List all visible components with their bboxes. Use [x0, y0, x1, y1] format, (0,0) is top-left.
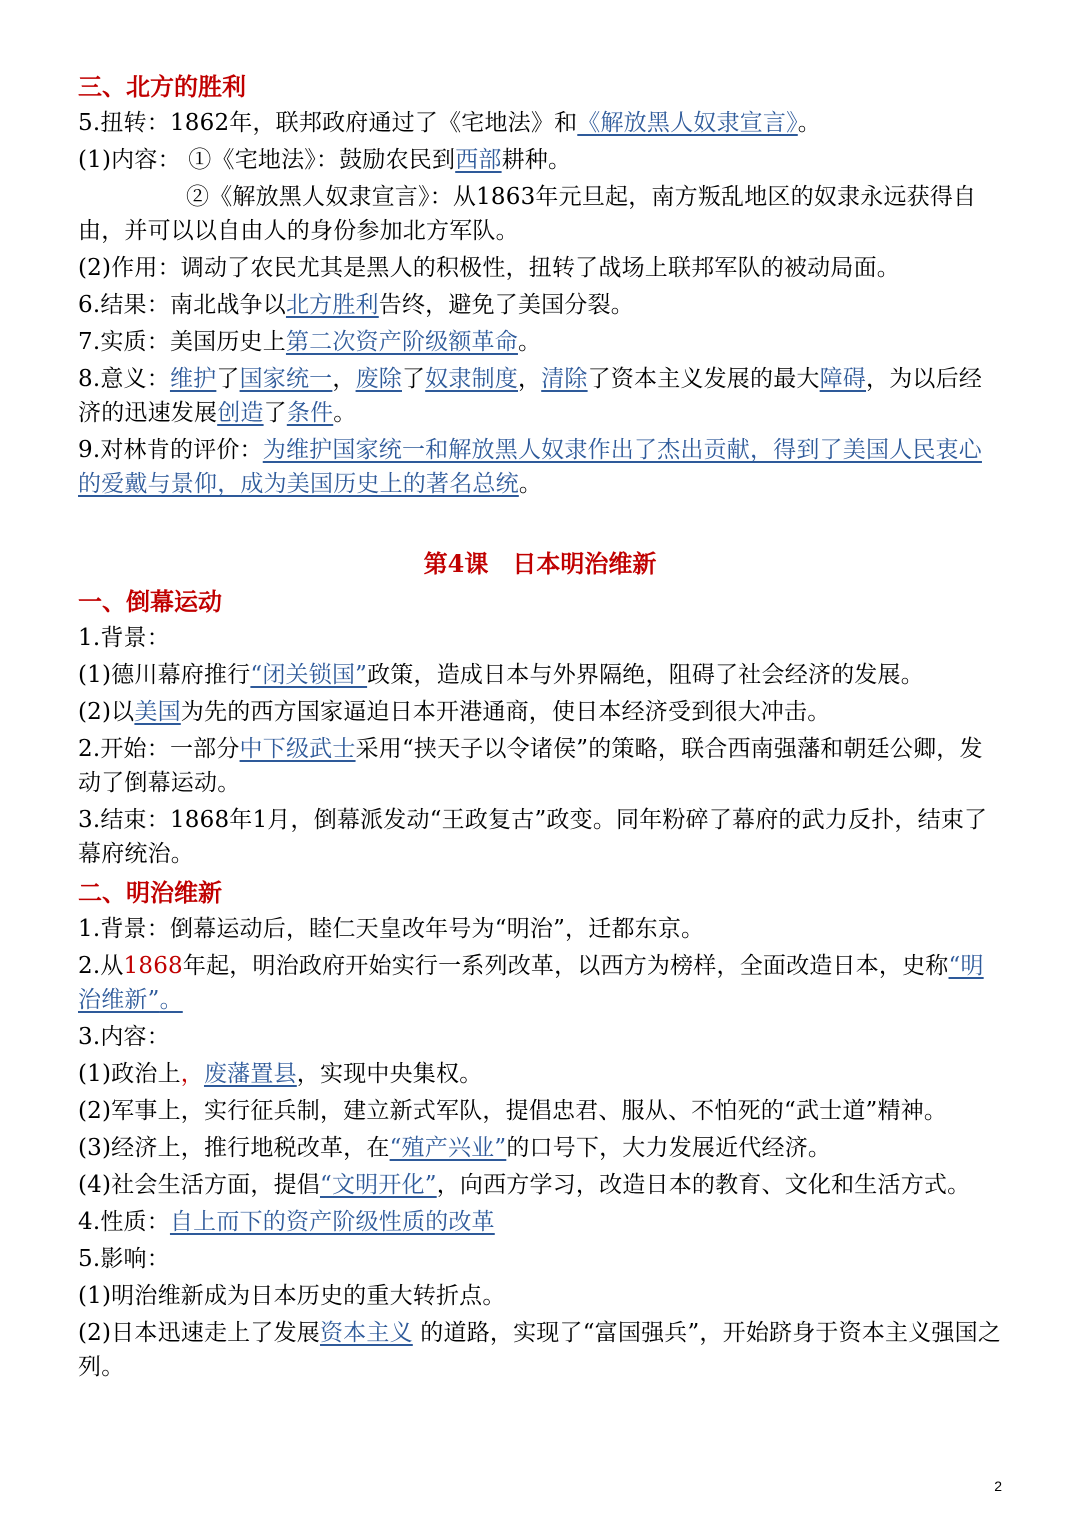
item-5-effect: (2)作用：调动了农民尤其是黑人的积极性，扭转了战场上联邦军队的被动局面。: [78, 255, 900, 281]
item-5-content-emancipation: ②《解放黑人奴隶宣言》：从1863年元旦起，南方叛乱地区的奴隶永远获得自由，并可以以自由人的身份参加北方军队。: [78, 184, 977, 244]
page-number: 2: [994, 1478, 1002, 1494]
answer-maintain: 维护: [169, 366, 217, 392]
answer-remove: 清除: [541, 366, 588, 392]
meiji-item-3-content: 3.内容：: [78, 1024, 170, 1050]
answer-abolish: 废除: [355, 366, 402, 392]
answer-second-revolution: 第二次资产阶级额革命: [285, 329, 518, 355]
item-7-essence: 7.实质：美国历史上第二次资产阶级额革命。: [78, 329, 542, 355]
year-1868: 1868: [123, 953, 183, 979]
item-2-start: 2.开始：一部分中下级武士采用“挟天子以令诸侯”的策略，联合西南强藩和朝廷公卿，发动了倒幕运动。: [78, 736, 983, 796]
answer-north-victory: 北方胜利: [285, 292, 379, 318]
meiji-item-3-military: (2)军事上，实行征兵制，建立新式军队，提倡忠君、服从、不怕死的“武士道”精神。: [78, 1098, 948, 1124]
item-5-turning-point: 5.扭转：1862年，联邦政府通过了《宅地法》和《解放黑人奴隶宣言》。: [78, 110, 821, 136]
section-heading-meiji-restoration: 二、明治维新: [78, 878, 222, 907]
meiji-item-1-background: 1.背景：倒幕运动后，睦仁天皇改年号为“明治”，迁都东京。: [78, 916, 705, 942]
meiji-item-3-politics: (1)政治上，废藩置县，实现中央集权。: [78, 1061, 483, 1087]
answer-create: 创造: [217, 400, 264, 426]
item-3-end: 3.结束：1868年1月，倒幕派发动“王政复古”政变。同年粉碎了幕府的武力反扑，结束了幕府统治。: [78, 807, 988, 867]
meiji-item-5-influence: 5.影响：: [78, 1246, 170, 1272]
item-6-result: 6.结果：南北战争以北方胜利告终，避免了美国分裂。: [78, 292, 634, 318]
meiji-item-5-capitalism: (2)日本迅速走上了发展资本主义 的道路，实现了“富国强兵”，开始跻身于资本主义强国之列。: [78, 1320, 1002, 1380]
meiji-item-4-nature: 4.性质：自上而下的资产阶级性质的改革: [78, 1209, 495, 1235]
answer-west: 西部: [455, 147, 502, 173]
answer-usa: 美国: [134, 699, 181, 725]
item-8-significance: 8.意义：维护了国家统一，废除了奴隶制度，清除了资本主义发展的最大障碍，为以后经济的迅速发展创造了条件。: [78, 366, 983, 426]
lesson-title: 第4课 日本明治维新: [423, 549, 657, 578]
answer-top-down-reform: 自上而下的资产阶级性质的改革: [169, 1209, 495, 1235]
answer-meiji-restoration: “明治维新”: [78, 953, 984, 1013]
section-heading-overthrow-shogunate: 一、倒幕运动: [78, 587, 222, 616]
item-1-background-2: (2)以美国为先的西方国家逼迫日本开港通商，使日本经济受到很大冲击。: [78, 699, 831, 725]
answer-national-unity: 国家统一: [239, 366, 333, 392]
answer-samurai: 中下级武士: [239, 736, 356, 762]
section-heading-northern-victory: 三、北方的胜利: [78, 72, 246, 101]
item-1-background-1: (1)德川幕府推行“闭关锁国”政策，造成日本与外界隔绝，阻碍了社会经济的发展。: [78, 662, 924, 688]
meiji-item-3-economy: (3)经济上，推行地税改革，在“殖产兴业”的口号下，大力发展近代经济。: [78, 1135, 832, 1161]
meiji-item-3-society: (4)社会生活方面，提倡“文明开化”，向西方学习，改造日本的教育、文化和生活方式。: [78, 1172, 971, 1198]
answer-emancipation-proclamation: 《解放黑人奴隶宣言》: [577, 110, 798, 136]
answer-abolish-domains: 废藩置县: [203, 1061, 297, 1087]
answer-lincoln: 为维护国家统一和解放黑人奴隶作出了杰出贡献，得到了美国人民衷心的爱戴与景仰，成为美国历史上的著名总统: [78, 437, 982, 497]
answer-conditions: 条件: [286, 400, 334, 426]
meiji-item-2: 2.从1868年起，明治政府开始实行一系列改革，以西方为榜样，全面改造日本，史称“明治维新”。: [78, 953, 984, 1013]
answer-slavery: 奴隶制度: [425, 366, 518, 392]
meiji-item-5-turning-point: (1)明治维新成为日本历史的重大转折点。: [78, 1283, 506, 1309]
answer-civilization: “文明开化”: [319, 1172, 437, 1198]
item-5-content-homestead: (1)内容： ①《宅地法》：鼓励农民到西部耕种。: [78, 147, 572, 173]
answer-obstacle: 障碍: [819, 366, 867, 392]
item-1-background: 1.背景：: [78, 625, 170, 651]
answer-closed-country: “闭关锁国”: [250, 662, 368, 688]
item-9-lincoln-evaluation: 9.对林肯的评价：为维护国家统一和解放黑人奴隶作出了杰出贡献，得到了美国人民衷心的爱戴与景仰，成为美国历史上的著名总统。: [78, 437, 982, 497]
answer-capitalism: 资本主义: [319, 1320, 413, 1346]
answer-industry: “殖产兴业”: [389, 1135, 507, 1161]
